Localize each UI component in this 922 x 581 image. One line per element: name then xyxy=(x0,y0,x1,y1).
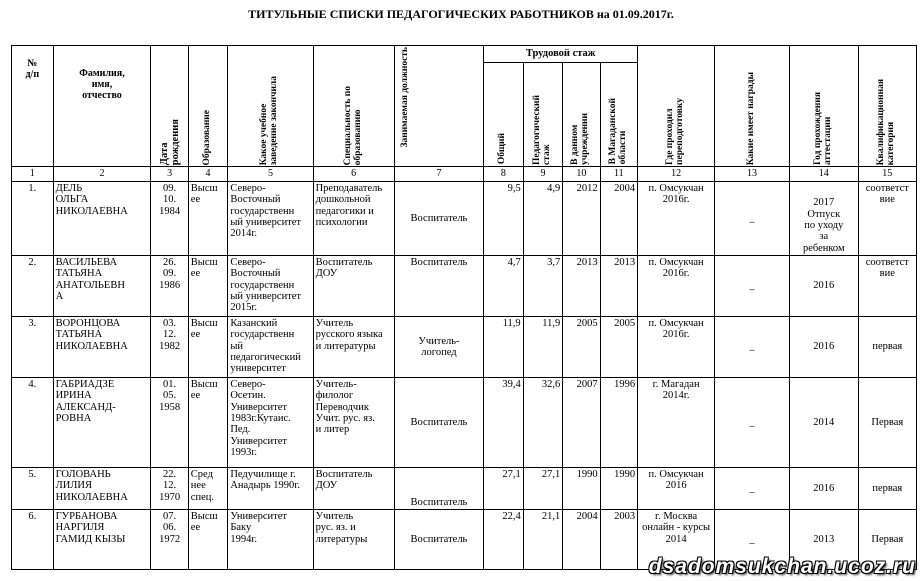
category: Первая xyxy=(858,378,916,468)
column-number-row xyxy=(12,167,917,182)
site-watermark: dsadomsukchan.ucoz.ru xyxy=(648,555,916,578)
institution: Северо- Осетин. Университет 1983г.Кутаис. Пед. Университет 1993г. xyxy=(228,378,313,468)
header-birth: Дата рождения xyxy=(151,46,188,167)
exp-here: 2012 xyxy=(563,182,600,256)
column-number: 2 xyxy=(53,167,151,182)
header-name: Фамилия, имя, отчество xyxy=(53,46,151,167)
header-speciality: Специальность по образованию xyxy=(313,46,394,167)
staff-table xyxy=(11,45,917,570)
position: Учитель- логопед xyxy=(394,317,483,378)
exp-ped: 21,1 xyxy=(523,510,563,570)
exp-region: 1996 xyxy=(600,378,637,468)
header-attestation: Год прохождения аттестации xyxy=(789,46,858,167)
header-education: Образование xyxy=(188,46,228,167)
staff-name: ГАБРИАДЗЕ ИРИНА АЛЕКСАНД- РОВНА xyxy=(53,378,151,468)
row-number: 4. xyxy=(12,378,54,468)
birth-date: 03. 12. 1982 xyxy=(151,317,188,378)
document-title: ТИТУЛЬНЫЕ СПИСКИ ПЕДАГОГИЧЕСКИХ РАБОТНИКОВ на 01.09.2017г. xyxy=(248,7,674,21)
position: Воспитатель xyxy=(394,510,483,570)
exp-total: 22,4 xyxy=(484,510,524,570)
category: первая xyxy=(858,317,916,378)
column-number: 5 xyxy=(228,167,313,182)
speciality: Преподаватель дошкольной педагогики и психологии xyxy=(313,182,394,256)
exp-here: 2013 xyxy=(563,256,600,317)
column-number: 12 xyxy=(638,167,715,182)
table-row xyxy=(12,182,917,256)
institution: Педучилище г. Анадырь 1990г. xyxy=(228,468,313,510)
header-num: № д/п xyxy=(12,46,54,167)
speciality: Воспитатель ДОУ xyxy=(313,468,394,510)
category: первая xyxy=(858,468,916,510)
attestation-year: 2016 xyxy=(789,317,858,378)
exp-ped: 32,6 xyxy=(523,378,563,468)
institution: Университет Баку 1994г. xyxy=(228,510,313,570)
exp-region: 2013 xyxy=(600,256,637,317)
training-place: п. Омсукчан 2016г. xyxy=(638,256,715,317)
column-number: 10 xyxy=(563,167,600,182)
exp-ped: 3,7 xyxy=(523,256,563,317)
column-number: 1 xyxy=(12,167,54,182)
category: соответст вие xyxy=(858,182,916,256)
staff-rows xyxy=(12,182,917,570)
column-number: 15 xyxy=(858,167,916,182)
exp-region: 2003 xyxy=(600,510,637,570)
awards: _ xyxy=(715,317,790,378)
staff-name: ГУРБАНОВА НАРГИЛЯ ГАМИД КЫЗЫ xyxy=(53,510,151,570)
position: Воспитатель xyxy=(394,378,483,468)
exp-ped: 11,9 xyxy=(523,317,563,378)
row-number: 2. xyxy=(12,256,54,317)
row-number: 3. xyxy=(12,317,54,378)
training-place: п. Омсукчан 2016г. xyxy=(638,317,715,378)
category: Первая xyxy=(858,510,916,570)
training-place: г. Москва онлайн - курсы 2014 xyxy=(638,510,715,570)
column-number: 4 xyxy=(188,167,228,182)
exp-total: 27,1 xyxy=(484,468,524,510)
column-number: 14 xyxy=(789,167,858,182)
speciality: Воспитатель ДОУ xyxy=(313,256,394,317)
training-place: п. Омсукчан 2016 xyxy=(638,468,715,510)
birth-date: 07. 06. 1972 xyxy=(151,510,188,570)
header-exp-total: Общий xyxy=(484,63,524,167)
exp-region: 2005 xyxy=(600,317,637,378)
staff-name: ГОЛОВАНЬ ЛИЛИЯ НИКОЛАЕВНА xyxy=(53,468,151,510)
exp-region: 1990 xyxy=(600,468,637,510)
birth-date: 01. 05. 1958 xyxy=(151,378,188,468)
attestation-year: 2013 xyxy=(789,510,858,570)
staff-name: ВОРОНЦОВА ТАТЬЯНА НИКОЛАЕВНА xyxy=(53,317,151,378)
awards: _ xyxy=(715,378,790,468)
row-number: 5. xyxy=(12,468,54,510)
row-number: 1. xyxy=(12,182,54,256)
education-level: Сред нее спец. xyxy=(188,468,228,510)
attestation-year: 2016 xyxy=(789,256,858,317)
attestation-year: 2017 Отпуск по уходу за ребенком xyxy=(789,182,858,256)
exp-ped: 4,9 xyxy=(523,182,563,256)
exp-here: 2007 xyxy=(563,378,600,468)
exp-region: 2004 xyxy=(600,182,637,256)
position: Воспитатель xyxy=(394,468,483,510)
header-exp-region: В Магаданской области xyxy=(600,63,637,167)
birth-date: 26. 09. 1986 xyxy=(151,256,188,317)
attestation-year: 2016 xyxy=(789,468,858,510)
exp-here: 1990 xyxy=(563,468,600,510)
birth-date: 09. 10. 1984 xyxy=(151,182,188,256)
education-level: Высш ее xyxy=(188,317,228,378)
institution: Северо- Восточный государственн ый университет 2015г. xyxy=(228,256,313,317)
institution: Казанский государственн ый педагогический университет xyxy=(228,317,313,378)
exp-here: 2005 xyxy=(563,317,600,378)
column-number: 3 xyxy=(151,167,188,182)
table-row xyxy=(12,256,917,317)
awards: _ xyxy=(715,468,790,510)
header-position: Занимаемая должность xyxy=(394,46,483,167)
header-training: Где проходил переподготовку xyxy=(638,46,715,167)
exp-total: 4,7 xyxy=(484,256,524,317)
awards: _ xyxy=(715,510,790,570)
attestation-year: 2014 xyxy=(789,378,858,468)
header-exp-ped: Педагогический стаж xyxy=(523,63,563,167)
exp-here: 2004 xyxy=(563,510,600,570)
exp-total: 9,5 xyxy=(484,182,524,256)
staff-name: ДЕЛЬ ОЛЬГА НИКОЛАЕВНА xyxy=(53,182,151,256)
column-number: 13 xyxy=(715,167,790,182)
position: Воспитатель xyxy=(394,182,483,256)
header-institution: Какое учебное заведение закончила xyxy=(228,46,313,167)
row-number: 6. xyxy=(12,510,54,570)
header-experience: Трудовой стаж xyxy=(484,46,638,63)
education-level: Высш ее xyxy=(188,182,228,256)
awards: _ xyxy=(715,256,790,317)
header-exp-here: В данном учреждении xyxy=(563,63,600,167)
speciality: Учитель- филолог Переводчик Учит. рус. яз. и литер xyxy=(313,378,394,468)
training-place: г. Магадан 2014г. xyxy=(638,378,715,468)
header-awards: Какие имеет награды xyxy=(715,46,790,167)
table-row xyxy=(12,378,917,468)
column-number: 9 xyxy=(523,167,563,182)
table-row xyxy=(12,468,917,510)
column-number: 7 xyxy=(394,167,483,182)
column-number: 6 xyxy=(313,167,394,182)
table-row xyxy=(12,317,917,378)
awards: _ xyxy=(715,182,790,256)
education-level: Высш ее xyxy=(188,256,228,317)
position: Воспитатель xyxy=(394,256,483,317)
header-category: Квалификационная категория xyxy=(858,46,916,167)
column-number: 8 xyxy=(484,167,524,182)
column-number: 11 xyxy=(600,167,637,182)
speciality: Учитель русского языка и литературы xyxy=(313,317,394,378)
category: соответст вие xyxy=(858,256,916,317)
staff-name: ВАСИЛЬЕВА ТАТЬЯНА АНАТОЛЬЕВН А xyxy=(53,256,151,317)
education-level: Высш ее xyxy=(188,510,228,570)
training-place: п. Омсукчан 2016г. xyxy=(638,182,715,256)
birth-date: 22. 12. 1970 xyxy=(151,468,188,510)
exp-total: 39,4 xyxy=(484,378,524,468)
speciality: Учитель рус. яз. и литературы xyxy=(313,510,394,570)
exp-total: 11,9 xyxy=(484,317,524,378)
education-level: Высш ее xyxy=(188,378,228,468)
institution: Северо- Восточный государственн ый университет 2014г. xyxy=(228,182,313,256)
exp-ped: 27,1 xyxy=(523,468,563,510)
